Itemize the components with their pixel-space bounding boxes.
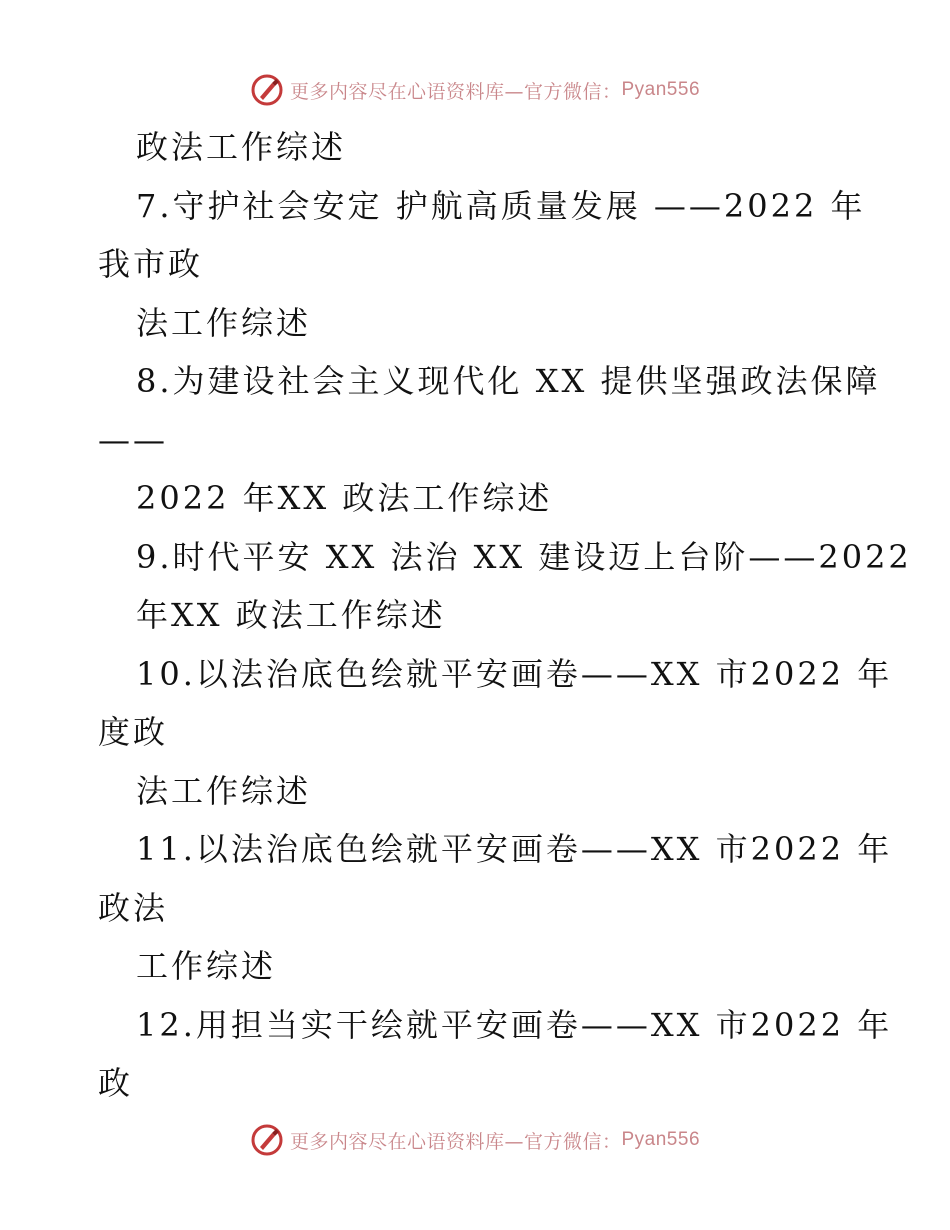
- text-line: 政法: [98, 889, 169, 927]
- text-line: 度政: [98, 713, 169, 751]
- text-line: 11.以法治底色绘就平安画卷——XX 市2022 年: [136, 830, 893, 868]
- watermark-wechat-id: Pyan556: [621, 79, 701, 100]
- text-line: 政法工作综述: [136, 128, 347, 166]
- pen-logo-icon: [250, 1123, 284, 1157]
- text-line: 法工作综述: [136, 304, 312, 342]
- watermark-text: 更多内容尽在心语资料库—官方微信：: [289, 1130, 622, 1153]
- text-line: 8.为建设社会主义现代化 XX 提供坚强政法保障: [136, 362, 881, 400]
- text-line: 10.以法治底色绘就平安画卷——XX 市2022 年: [136, 655, 893, 693]
- text-line: 2022 年XX 政法工作综述: [136, 479, 553, 517]
- text-line: 法工作综述: [136, 772, 312, 810]
- text-line: 12.用担当实干绘就平安画卷——XX 市2022 年: [136, 1006, 893, 1044]
- watermark-wechat-id: Pyan556: [621, 1129, 701, 1150]
- text-line: 年XX 政法工作综述: [136, 596, 446, 634]
- text-line: 工作综述: [136, 947, 277, 985]
- text-line: 我市政: [98, 245, 204, 283]
- text-line: 9.时代平安 XX 法治 XX 建设迈上台阶——2022: [136, 538, 912, 576]
- text-line: ——: [98, 421, 168, 459]
- footer-watermark: [0, 1120, 950, 1160]
- watermark-text: 更多内容尽在心语资料库—官方微信：: [289, 80, 622, 103]
- text-line: 政: [98, 1064, 134, 1102]
- text-line: 7.守护社会安定 护航高质量发展 ——2022 年: [136, 187, 866, 225]
